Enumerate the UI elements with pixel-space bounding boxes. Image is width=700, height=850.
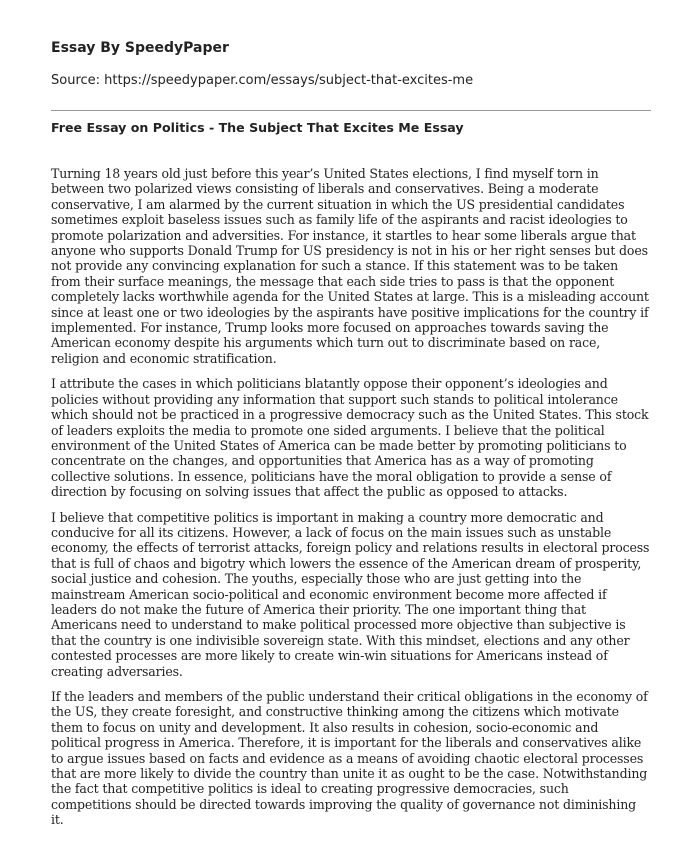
essay-title: Free Essay on Politics - The Subject That Excites Me Essay bbox=[51, 120, 464, 135]
header-divider bbox=[51, 110, 651, 111]
essay-paragraph-1: Turning 18 years old just before this year’s United States elections, I find myself torn in between two polarized views consisting of liberals and conservatives. Being a moderate conservative, I am alarmed by the current situation in which the US presidential candidates sometimes exploit baseless issues such as family life of the aspirants and racist ideologies to promote polarization and adversities. For instance, it startles to hear some liberals argue that anyone who supports Donald Trump for US presidency is not in his or her right senses but does not provide any convincing explanation for such a stance. If this statement was to be taken from their surface meanings, the message that each side tries to pass is that the opponent completely lacks worthwhile agenda for the United States at large. This is a misleading account since at least one or two ideologies by the aspirants have positive implications for the country if implemented. For instance, Trump looks more focused on approaches towards saving the American economy despite his arguments which turn out to discriminate based on race, religion and economic stratification. bbox=[51, 166, 649, 366]
essay-paragraph-2: I attribute the cases in which politicians blatantly oppose their opponent’s ideologies and policies without providing any information that support such stands to political intolerance which should not be practiced in a progressive democracy such as the United States. This stock of leaders exploits the media to promote one sided arguments. I believe that the political environment of the United States of America can be made better by promoting politicians to concentrate on the changes, and opportunities that America has as a way of promoting collective solutions. In essence, politicians have the moral obligation to provide a sense of direction by focusing on solving issues that affect the public as opposed to attacks. bbox=[51, 376, 649, 500]
essay-paragraph-3: I believe that competitive politics is important in making a country more democratic and conducive for all its citizens. However, a lack of focus on the main issues such as unstable economy, the effects of terrorist attacks, foreign policy and relations results in electoral process that is full of chaos and bigotry which lowers the essence of the American dream of prosperity, social justice and cohesion. The youths, especially those who are just getting into the mainstream American socio-political and economic environment become more affected if leaders do not make the future of America their priority. The one important thing that Americans need to understand to make political processed more objective than subjective is that the country is one indivisible sovereign state. With this mindset, elections and any other contested processes are more likely to create win-win situations for Americans instead of creating adversaries. bbox=[51, 509, 650, 679]
site-title: Essay By SpeedyPaper bbox=[51, 40, 229, 56]
essay-body bbox=[51, 166, 651, 838]
source-line: Source: https://speedypaper.com/essays/subject-that-excites-me bbox=[51, 73, 474, 88]
essay-paragraph-4: If the leaders and members of the public understand their critical obligations in the economy of the US, they create foresight, and constructive thinking among the citizens which motivate them to focus on unity and development. It also results in cohesion, socio-economic and political progress in America. Therefore, it is important for the liberals and conservatives alike to argue issues based on facts and evidence as a means of avoiding chaotic electoral processes that are more likely to divide the country than unite it as ought to be the case. Notwithstanding the fact that competitive politics is ideal to creating progressive democracies, such competitions should be directed towards improving the quality of governance not diminishing it. bbox=[51, 689, 648, 828]
